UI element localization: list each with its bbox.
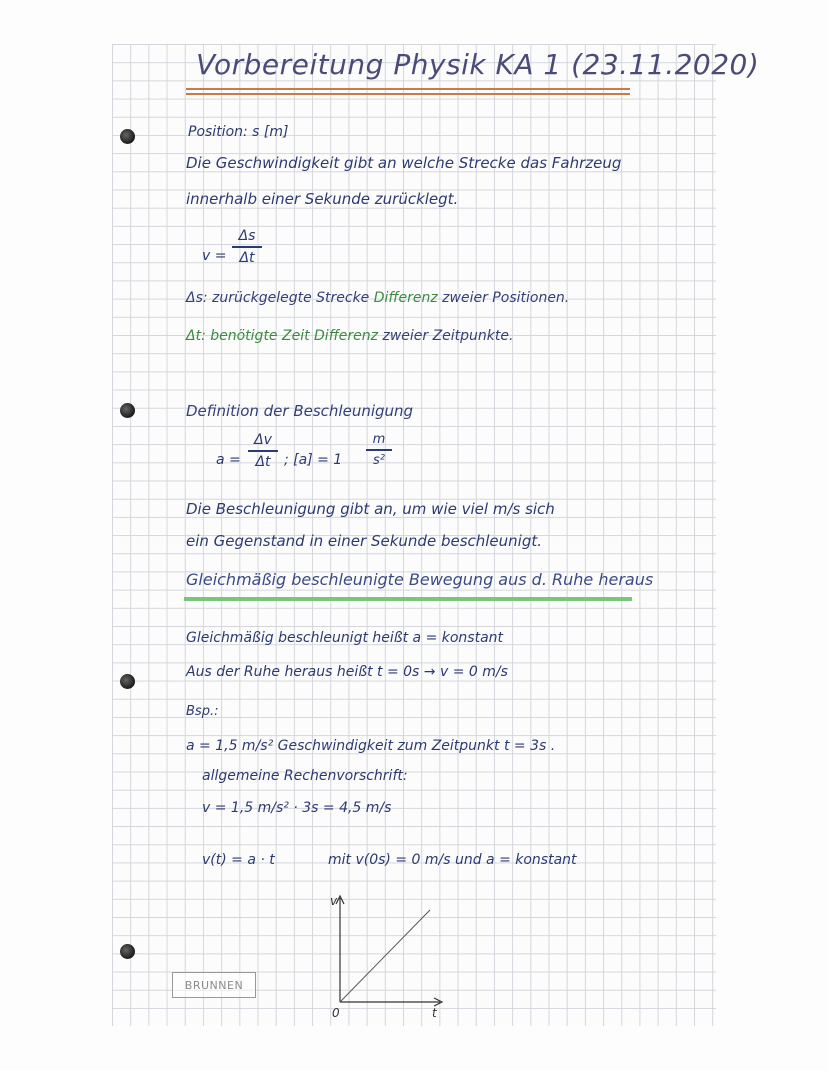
example-label: Bsp.: [186, 704, 219, 719]
v-formula-lhs: v = [202, 248, 227, 264]
acceleration-definition-line-1: Die Beschleunigung gibt an, um wie viel m/s sich [186, 500, 555, 518]
punch-hole [120, 674, 135, 689]
acceleration-definition-line-2: ein Gegenstand in einer Sekunde beschleunigt. [186, 532, 543, 550]
v-formula-fraction [232, 228, 262, 266]
delta-t-diff: Differenz [314, 328, 379, 344]
example-line-2: allgemeine Rechenvorschrift: [202, 768, 408, 784]
page-title: Vorbereitung Physik KA 1 (23.11.2020) [196, 48, 760, 81]
uniform-line-2: Aus der Ruhe heraus heißt t = 0s → v = 0 m/s [186, 664, 508, 680]
example-line-1: a = 1,5 m/s² Geschwindigkeit zum Zeitpunkt t = 3s . [186, 738, 556, 754]
punch-hole [120, 944, 135, 959]
delta-t-suffix: zweier Zeitpunkte. [378, 328, 514, 344]
delta-s-diff: Differenz [373, 290, 438, 306]
acceleration-heading: Definition der Beschleunigung [186, 402, 414, 420]
formula-condition: mit v(0s) = 0 m/s und a = konstant [328, 852, 577, 868]
speed-definition-line-2: innerhalb einer Sekunde zurücklegt. [186, 190, 459, 208]
a-formula-unit-label: ; [a] = 1 [284, 452, 343, 468]
position-line: Position: s [m] [188, 124, 289, 140]
delta-t-line [186, 328, 513, 344]
delta-s-suffix: zweier Positionen. [437, 290, 570, 306]
a-formula-unit-denominator: s² [373, 452, 385, 468]
title-underline [186, 88, 630, 90]
title-underline [186, 93, 630, 95]
a-formula-fraction [248, 432, 278, 470]
section-heading: Gleichmäßig beschleunigte Bewegung aus d. Ruhe heraus [186, 570, 654, 589]
example-line-3: v = 1,5 m/s² · 3s = 4,5 m/s [202, 800, 392, 816]
v-formula-denominator: Δt [239, 249, 255, 266]
velocity-time-graph [320, 890, 450, 1020]
formula-v-of-t: v(t) = a · t [202, 852, 275, 868]
section-heading-underline [184, 597, 632, 601]
graph-y-label: v [330, 894, 338, 908]
brand-logo: BRUNNEN [172, 972, 256, 998]
a-formula-lhs: a = [216, 452, 241, 468]
punch-hole [120, 129, 135, 144]
a-formula-denominator: Δt [255, 453, 271, 470]
speed-definition-line-1: Die Geschwindigkeit gibt an welche Strecke das Fahrzeug [186, 154, 622, 172]
v-formula-numerator: Δs [238, 228, 256, 244]
a-formula-unit-fraction [366, 432, 392, 468]
graph-line [340, 910, 430, 1002]
punch-hole [120, 403, 135, 418]
a-formula-numerator: Δv [254, 432, 272, 448]
delta-s-line [186, 290, 569, 306]
delta-s-prefix: Δs: zurückgelegte Strecke [186, 290, 374, 306]
delta-t-prefix: Δt: benötigte Zeit [186, 328, 315, 344]
a-formula-unit-numerator: m [372, 432, 386, 447]
graph-origin-label: 0 [332, 1006, 340, 1020]
uniform-line-1: Gleichmäßig beschleunigt heißt a = konstant [186, 630, 504, 646]
graph-x-label: t [432, 1006, 437, 1020]
